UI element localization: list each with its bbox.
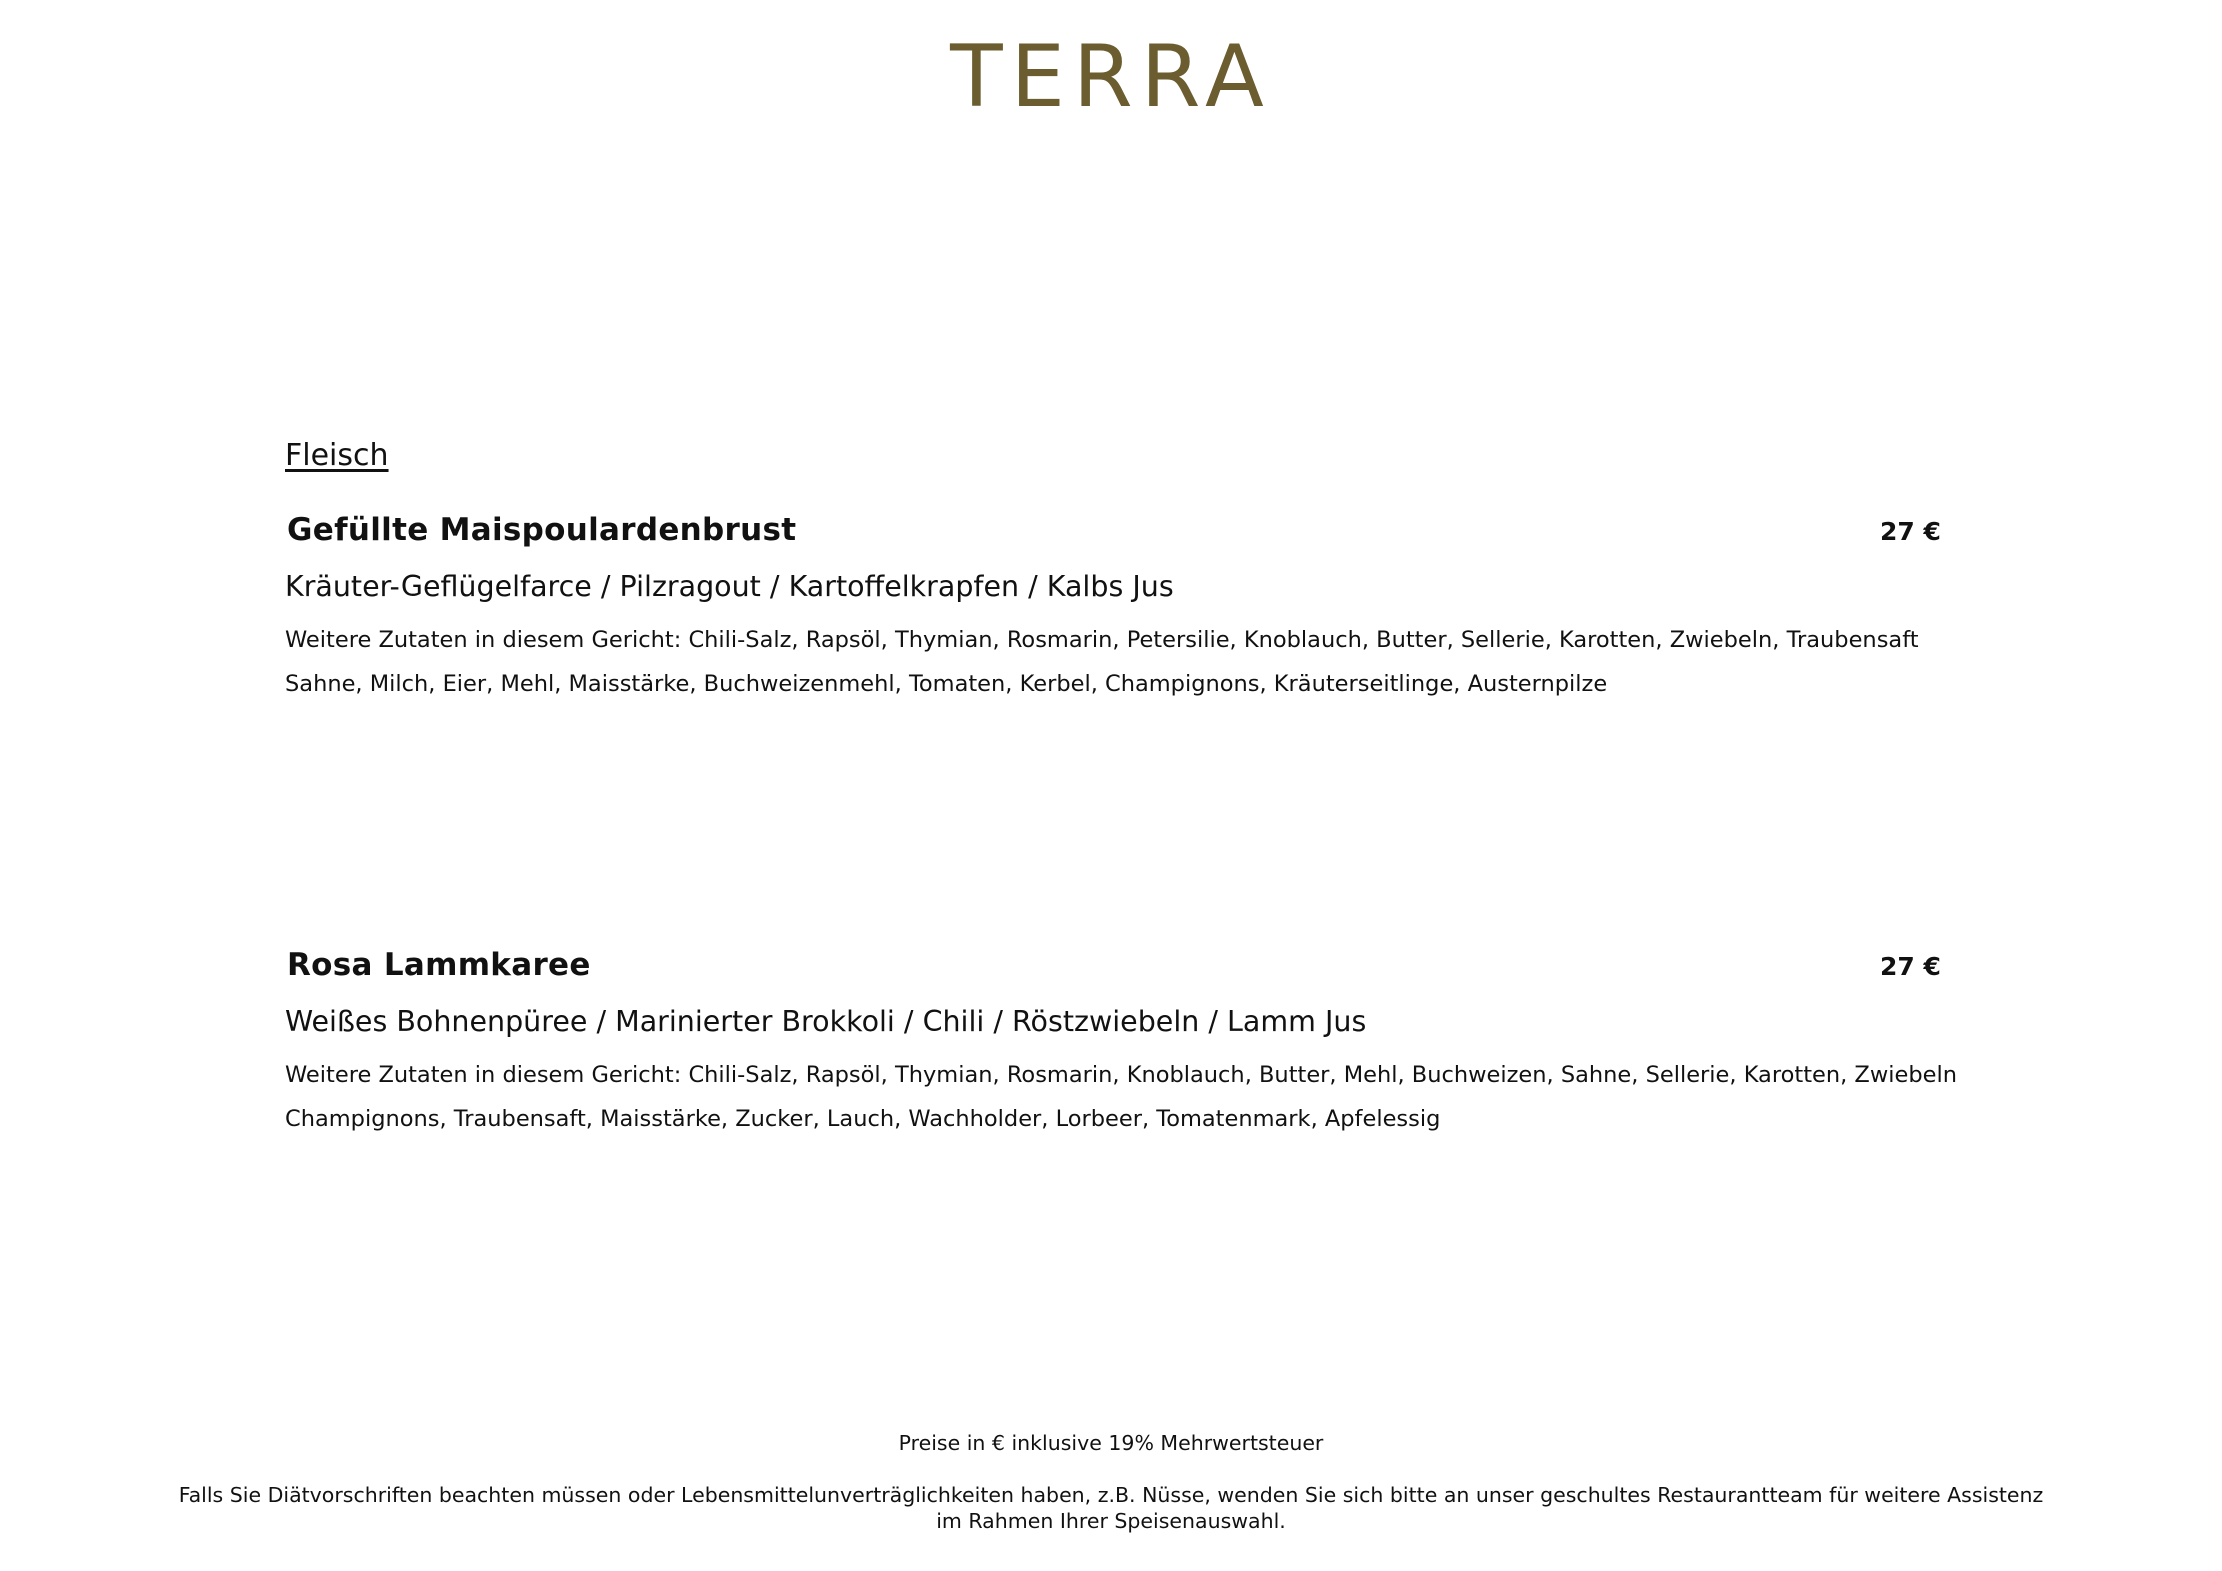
section-title-fleisch: Fleisch <box>285 438 389 473</box>
ingredients-line: Weitere Zutaten in diesem Gericht: Chili-Salz, Rapsöl, Thymian, Rosmarin, Petersilie, Knoblauch, Butter, Sellerie, Karotten, Zwiebeln, Traubensaft <box>285 627 1919 653</box>
allergy-note <box>0 1482 2222 1534</box>
allergy-note-line: Falls Sie Diätvorschriften beachten müssen oder Lebensmittelunverträglichkeiten haben, z.B. Nüsse, wenden Sie sich bitte an unser geschultes Restaurantteam für weitere Assistenz <box>178 1483 2044 1507</box>
dish-price: 27 € <box>1880 517 1941 546</box>
vat-note: Preise in € inklusive 19% Mehrwertsteuer <box>898 1431 1324 1455</box>
dish-components: Kräuter-Geflügelfarce / Pilzragout / Kartoffelkrapfen / Kalbs Jus <box>285 570 1174 603</box>
dish-price: 27 € <box>1880 952 1941 981</box>
ingredients-line: Champignons, Traubensaft, Maisstärke, Zucker, Lauch, Wachholder, Lorbeer, Tomatenmark, Apfelessig <box>285 1106 1441 1132</box>
restaurant-logo: TERRA <box>950 27 1272 127</box>
ingredients-line: Sahne, Milch, Eier, Mehl, Maisstärke, Buchweizenmehl, Tomaten, Kerbel, Champignons, Kräuterseitlinge, Austernpilze <box>285 671 1608 697</box>
allergy-note-line: im Rahmen Ihrer Speisenauswahl. <box>936 1509 1286 1533</box>
dish-components: Weißes Bohnenpüree / Marinierter Brokkoli / Chili / Röstzwiebeln / Lamm Jus <box>285 1005 1367 1038</box>
dish-ingredients <box>285 618 1985 706</box>
dish-ingredients <box>285 1053 1985 1141</box>
dish-name: Gefüllte Maispoulardenbrust <box>287 512 797 548</box>
ingredients-line: Weitere Zutaten in diesem Gericht: Chili-Salz, Rapsöl, Thymian, Rosmarin, Knoblauch, Butter, Mehl, Buchweizen, Sahne, Sellerie, Karotten, Zwiebeln <box>285 1062 1957 1088</box>
dish-name: Rosa Lammkaree <box>287 947 591 983</box>
